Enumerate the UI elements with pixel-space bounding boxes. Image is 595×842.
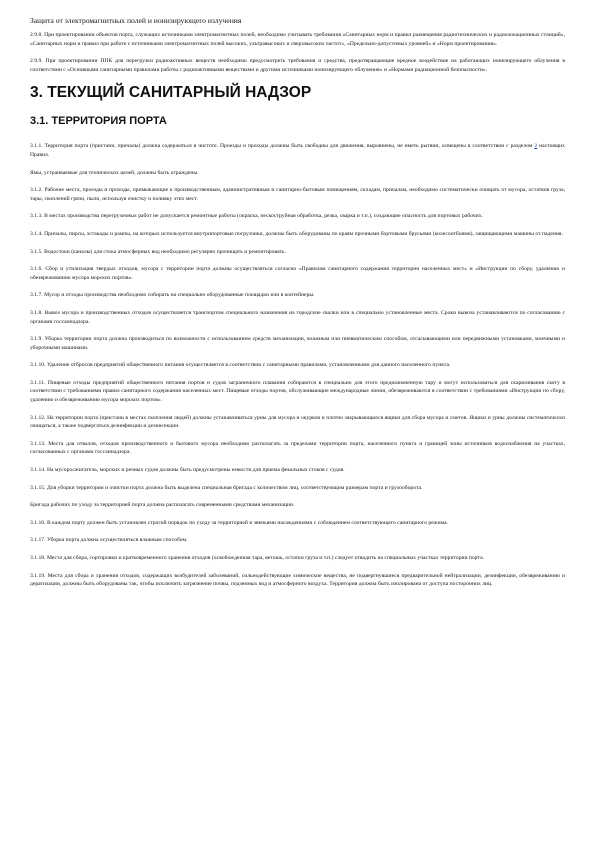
paragraph-3-1-12: 3.1.12. На территории порта (пристани в местах скопления людей) должны устанавливаться урны для мусора и окурков и плотно закрывающиеся ящики для сбора мусора и сметов. Ящики и урны должны систематически очищаться, а также подвергаться дезинфекции и дезинсекции. [30, 414, 565, 430]
paragraph: Бригада рабочих по уходу за территорией порта должна располагать современными средствами механизации. [30, 502, 295, 509]
paragraph-3-1-18: 3.1.18. Места для сбора, сортировки и кратковременного хранения отходов (освобожденная тара, ветошь, остатки груза и т.п.) следует отводить на специальных участках территории порта. [30, 555, 485, 561]
paragraph-3-1-19: 3.1.19. Места для сбора и хранения отходов, содержащих возбудителей заболеваний, сильнодействующие химические вещества, не подвергнувшиеся предварительной нейтрализации, дезинфекции, обезвреживанию и дератизации, должны быть оборудованы так, чтобы исключить загрязнение почвы, подземных вод и атмосферного воздуха. Территория должна быть изолирована от доступа посторонних лиц. [30, 572, 565, 588]
paragraph-3-1-15: 3.1.15. Для уборки территории и очистки порта должна быть выделена специальная бригада с количеством лиц, соответствующим размерам порта и грузооборота. [30, 484, 423, 491]
paragraph-3-1-6: 3.1.6. Сбор и утилизация твердых отходов, мусора с территории порта должны осуществляться согласно «Правилам санитарного содержания территории населенных мест» и «Инструкции по сбору, удалению и обезвреживанию мусора морских портов». [30, 266, 565, 281]
paragraph-3-1-16: 3.1.16. В каждом порту должен быть установлен строгий порядок по уходу за территорией и звеньями насаждениями с соблюдением соответствующего санитарного режима. [30, 519, 449, 526]
paragraph: Ямы, устраиваемые для технических целей, должны быть ограждены. [30, 169, 199, 176]
section-link[interactable]: 2 [534, 143, 538, 150]
paragraph-3-1-17: 3.1.17. Уборка порта должна осуществляться влажным способом. [30, 537, 188, 544]
paragraph-3-1-11: 3.1.11. Пищевые отходы предприятий общественного питания портов и судов заграничного плавания собираются в специально для этого предназначенную тару и могут использоваться для скармливания скоту в соответствии с требованиями правил санитарного содержания населенных мест. Пищевые отходы портов, обслуживающие международные линии, обезвреживаются в соответствии с требованиями «Инструкции по сбору, удалению и обезвреживанию мусора морских портов». [30, 379, 565, 404]
paragraph-3-1-13: 3.1.13. Места для отвалов, отходов производственного и бытового мусора необходимо располагать за пределами территории порта, населенного пункта и границей зоны источников водоснабжения на участках, согласованных с органами госсаннадзора. [30, 440, 565, 456]
paragraph-3-1-10: 3.1.10. Удаление отбросов предприятий общественного питания осуществляется в соответствии с санитарными правилами, установленными для данного населенного пункта. [30, 362, 451, 369]
paragraph-2-9-8: 2.9.8. При проектировании объектов порта, служащих источниками электромагнитных полей, необходимо учитывать требования «Санитарных норм и правил размещения радиотехнических и радиолокационных станций», «Санитарных норм и правил при работе с источниками электромагнитных полей высоких, ультравысоких и сверхвысоких частот», «Предельно-допустимых уровней» и «Норм проектирования». [30, 32, 565, 47]
paragraph-3-1-8: 3.1.8. Вывоз мусора и производственных отходов осуществляется транспортом специального назначения на городские свалки или в специально установленные места. Сроки вывоза устанавливаются по согласованию с органами госсаннадзора. [30, 309, 565, 325]
paragraph-3-1-5: 3.1.5. Водостоки (каналы) для стока атмосферных вод необходимо регулярно прочищать и ремонтировать. [30, 248, 286, 255]
paragraph-3-1-7: 3.1.7. Мусор и отходы производства необходимо собирать на специально оборудованные площадки или в контейнеры. [30, 292, 315, 299]
paragraph-3-1-4: 3.1.4. Причалы, пирсы, эстакады и рампы, на которых используется внутрипортовые погрузчики, должны быть оборудованы по краям прочными бортовыми брусьями (колесоотбоями), защищающими машины от падения. [30, 230, 563, 237]
section-title: Защита от электромагнитных полей и ионизирующего излучения [30, 16, 242, 25]
subsection-heading: 3.1. ТЕРРИТОРИЯ ПОРТА [30, 115, 167, 128]
paragraph-3-1-1 [30, 142, 565, 159]
paragraph-3-1-9: 3.1.9. Уборка территории порта должна производиться по возможности с использованием средств механизации, влажным или пневматическим способом, отсасывающими или передвижными установками, моечными и уборочными машинами. [30, 336, 565, 351]
paragraph-3-1-14: 3.1.14. На мусоросжигатель, морских и речных судов должны быть предусмотрены емкости для приема фекальных стоков с судов. [30, 467, 345, 474]
chapter-heading: 3. ТЕКУЩИЙ САНИТАРНЫЙ НАДЗОР [30, 84, 312, 102]
paragraph-3-1-3: 3.1.3. В местах производства перегрузочных работ не допускается ремонтные работы (окраска, пескоструйная обработка, резка, сварка и т.п.), создающие опасность для портовых рабочих. [30, 213, 483, 220]
paragraph-text: 3.1.1. Территория порта (пристани, причалы) должна содержаться в чистоте. Проезды и проходы должны быть свободны для движения, выровнены, не иметь рытвин, освещены в соответствии с разделом [30, 143, 535, 150]
paragraph-3-1-2: 3.1.2. Рабочие места, проезды и проходы, примыкающие к производственным, административным и санитарно-бытовым помещениям, складам, причалам, необходимо систематически очищать от мусора, остатков груза, тары, скоплений грязи, пыли, используя очистку и поливку этих мест. [30, 187, 565, 202]
paragraph-2-9-9: 2.9.9. При проектировании ППК для перегрузки радиоактивных веществ необходимо предусмотреть требования и средства, предотвращающие вредное воздействие на работающих ионизирующего облучения в соответствии с «Основными санитарными правилами работы с радиоактивными веществами и другими источниками ионизирующего облучения» и «Нормами радиационной безопасности». [30, 58, 565, 73]
paragraph-text: настоящих Правил. [30, 143, 565, 158]
